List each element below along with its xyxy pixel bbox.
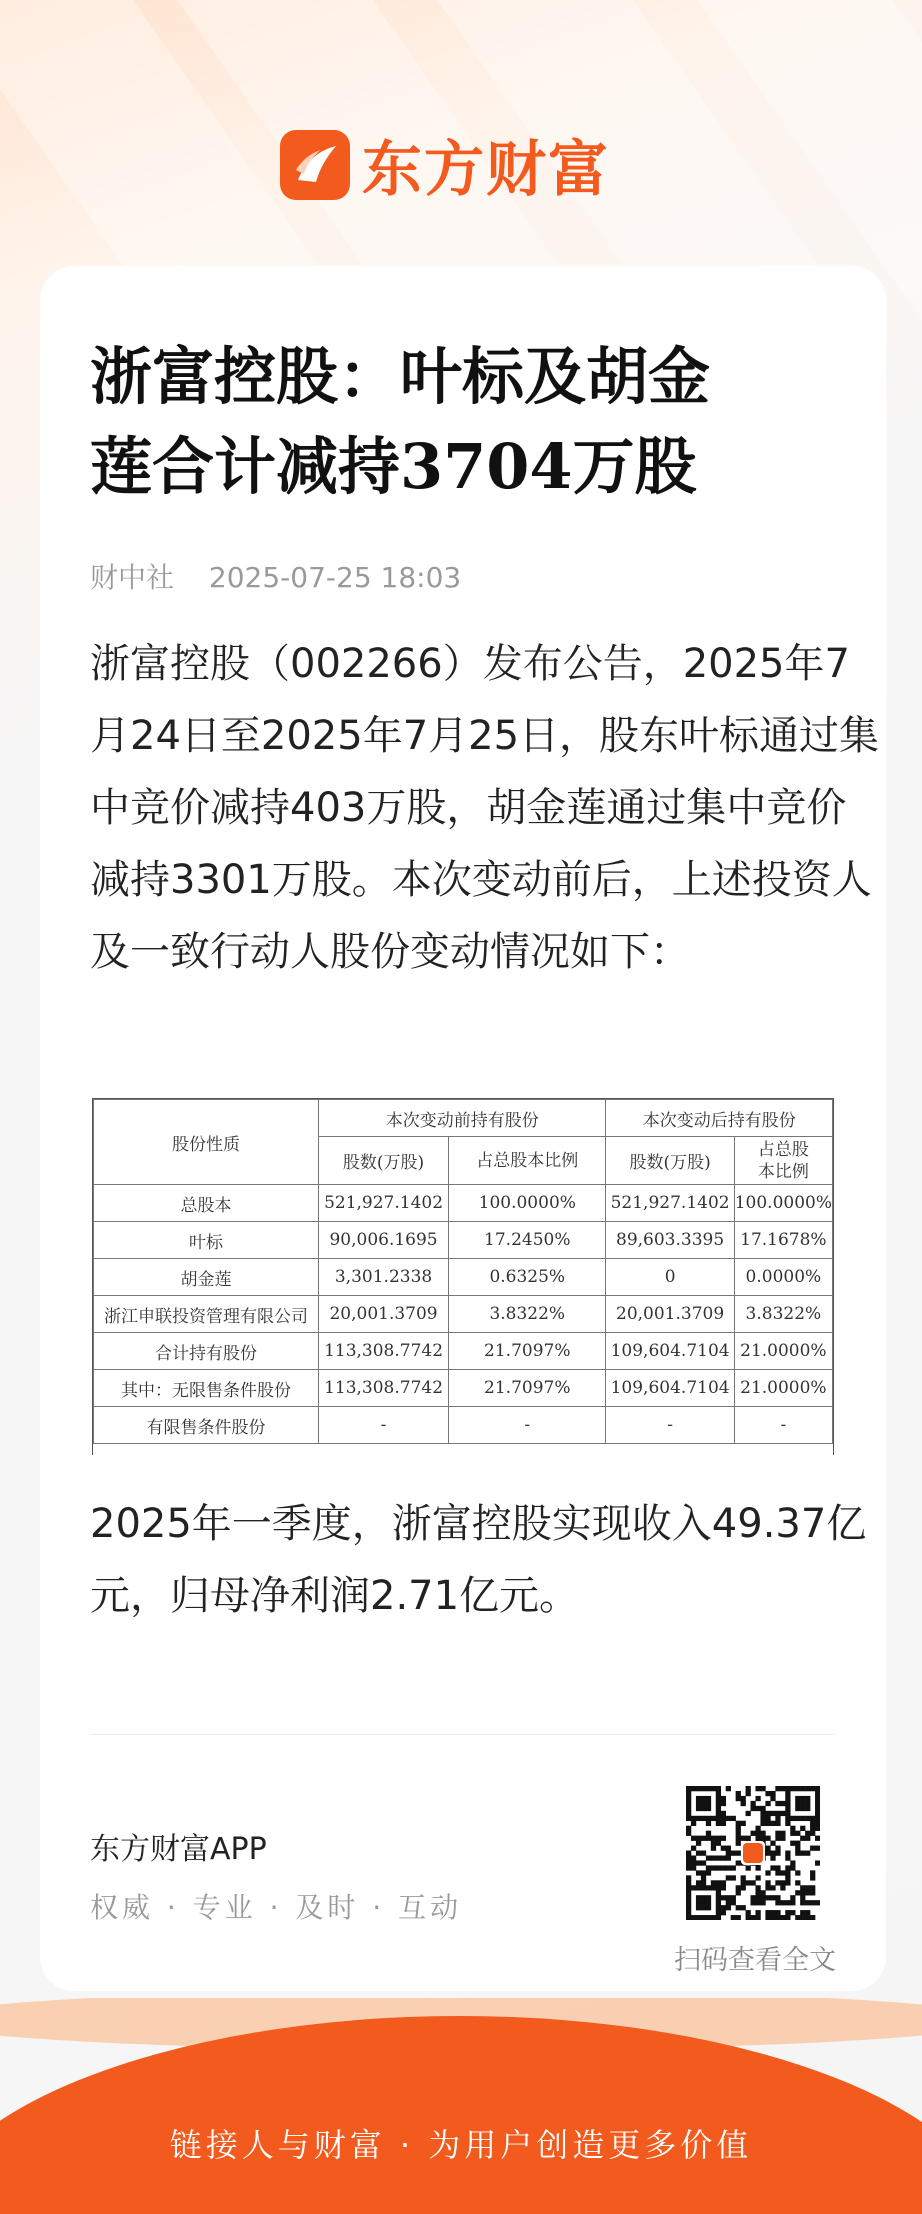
footer-slogan: 链接人与财富 · 为用户创造更多价值 (169, 2126, 753, 2164)
table-cell: 21.7097% (449, 1333, 606, 1370)
table-header-shares-after: 股数(万股) (606, 1137, 734, 1185)
article-datetime: 2025-07-25 18:03 (208, 561, 462, 594)
table-row (94, 1333, 833, 1370)
table-cell: 叶标 (94, 1222, 319, 1259)
table-row (94, 1296, 833, 1333)
qr-code-icon (686, 1786, 820, 1920)
table-cell: 3.8322% (449, 1296, 606, 1333)
app-name: 东方财富APP (90, 1832, 267, 1867)
table-cell: 100.0000% (734, 1185, 832, 1222)
table-cell: 0 (606, 1259, 734, 1296)
article-paragraph-2: 2025年一季度，浙富控股实现收入49.37亿元，归母净利润2.71亿元。 (90, 1501, 867, 1619)
table-cell: 总股本 (94, 1185, 319, 1222)
table-header-before: 本次变动前持有股份 (319, 1100, 606, 1137)
article-paragraph-1: 浙富控股（002266）发布公告，2025年7月24日至2025年7月25日，股东叶标通过集中竞价减持403万股，胡金莲通过集中竞价减持3301万股。本次变动前后，上述投资人及一致行动人股份变动情况如下： (90, 641, 880, 975)
table-cell: 109,604.7104 (606, 1333, 734, 1370)
article-title-line-2: 莲合计减持3704万股 (90, 430, 697, 503)
table-cell: 113,308.7742 (319, 1333, 449, 1370)
table-cell: 17.1678% (734, 1222, 832, 1259)
table-row (94, 1222, 833, 1259)
table-header-nature: 股份性质 (94, 1100, 319, 1185)
table-header-shares-before: 股数(万股) (319, 1137, 449, 1185)
table-cell: 其中：无限售条件股份 (94, 1370, 319, 1407)
table-row (94, 1185, 833, 1222)
table-cell: 20,001.3709 (606, 1296, 734, 1333)
divider (90, 1734, 836, 1735)
app-slogan: 权威 · 专业 · 及时 · 互动 (90, 1891, 463, 1924)
table-cell: 89,603.3395 (606, 1222, 734, 1259)
article-title (90, 332, 850, 512)
table-cell: 浙江申联投资管理有限公司 (94, 1296, 319, 1333)
table-cell: 20,001.3709 (319, 1296, 449, 1333)
table-row (94, 1259, 833, 1296)
table-header-ratio-after: 占总股本比例 (734, 1137, 832, 1185)
table-cell: 3.8322% (734, 1296, 832, 1333)
brand-logo-icon (280, 130, 350, 200)
shareholding-table (92, 1098, 834, 1455)
footer-banner (0, 1998, 922, 2214)
table-cell: 胡金莲 (94, 1259, 319, 1296)
table-cell: - (606, 1407, 734, 1444)
table-cell: 109,604.7104 (606, 1370, 734, 1407)
article-source: 财中社 (90, 561, 175, 594)
table-row (94, 1370, 833, 1407)
qr-hint: 扫码查看全文 (674, 1945, 836, 1976)
table-cell: 21.0000% (734, 1370, 832, 1407)
article-meta (90, 556, 461, 596)
table-cell: 0.6325% (449, 1259, 606, 1296)
table-cell: 521,927.1402 (606, 1185, 734, 1222)
table-cell: 有限售条件股份 (94, 1407, 319, 1444)
table-cell: 521,927.1402 (319, 1185, 449, 1222)
table-cell: - (449, 1407, 606, 1444)
table-cell: 3,301.2338 (319, 1259, 449, 1296)
footer-wave (0, 2016, 922, 2214)
table-cell: 0.0000% (734, 1259, 832, 1296)
article-title-line-1: 浙富控股：叶标及胡金 (90, 340, 711, 413)
table-cell: 17.2450% (449, 1222, 606, 1259)
table-cell: 100.0000% (449, 1185, 606, 1222)
table-cell: 90,006.1695 (319, 1222, 449, 1259)
table-cell: 21.7097% (449, 1370, 606, 1407)
table-cell: 21.0000% (734, 1333, 832, 1370)
table-header-ratio-before: 占总股本比例 (449, 1137, 606, 1185)
table-cell: - (734, 1407, 832, 1444)
table-row (94, 1407, 833, 1444)
qr-code[interactable] (686, 1786, 820, 1920)
table-cell: - (319, 1407, 449, 1444)
brand-logo (280, 122, 610, 208)
table-cell: 113,308.7742 (319, 1370, 449, 1407)
table-cell: 合计持有股份 (94, 1333, 319, 1370)
brand-logo-text: 东方财富 (362, 135, 610, 205)
table-header-after: 本次变动后持有股份 (606, 1100, 833, 1137)
article-card (40, 266, 886, 1991)
